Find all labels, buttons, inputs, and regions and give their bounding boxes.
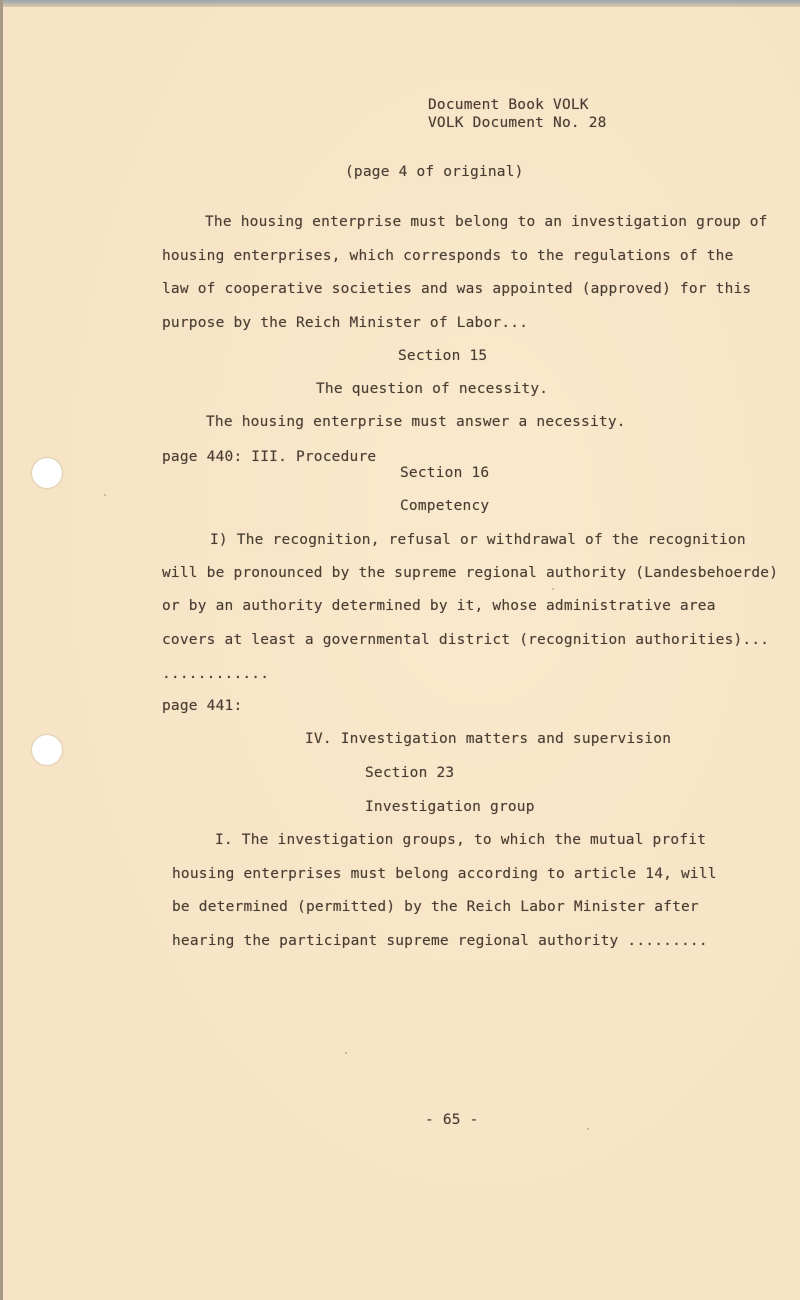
- paragraph-line: law of cooperative societies and was appointed (approved) for this: [162, 281, 752, 297]
- section-heading: Section 15: [398, 348, 488, 364]
- punch-hole-upper: [32, 458, 62, 488]
- paragraph-line: hearing the participant supreme regional authority .........: [172, 933, 708, 949]
- document-number-label: VOLK Document No. 28: [428, 115, 607, 131]
- section-heading: Section 23: [365, 765, 455, 781]
- paper-top-edge: [0, 0, 800, 7]
- paragraph-line: will be pronounced by the supreme regional authority (Landesbehoerde): [162, 565, 779, 581]
- section-title: Competency: [400, 498, 490, 514]
- paragraph-line: The housing enterprise must belong to an investigation group of: [205, 214, 768, 230]
- punch-hole-lower: [32, 735, 62, 765]
- ellipsis-dots: ............: [162, 666, 270, 682]
- paragraph-line: I) The recognition, refusal or withdrawal of the recognition: [210, 532, 746, 548]
- document-book-label: Document Book VOLK: [428, 97, 589, 113]
- paragraph-line: purpose by the Reich Minister of Labor...: [162, 315, 529, 331]
- paragraph-line: The housing enterprise must answer a necessity.: [206, 414, 626, 430]
- paper-speck: [587, 1128, 589, 1130]
- paper-speck: [104, 494, 106, 496]
- paragraph-line: be determined (permitted) by the Reich Labor Minister after: [172, 899, 699, 915]
- paragraph-line: housing enterprises must belong according to article 14, will: [172, 866, 717, 882]
- paragraph-line: or by an authority determined by it, whose administrative area: [162, 598, 716, 614]
- page-marker: page 441:: [162, 698, 243, 714]
- paragraph-line: I. The investigation groups, to which the mutual profit: [215, 832, 707, 848]
- chapter-heading: IV. Investigation matters and supervision: [305, 731, 672, 747]
- section-heading: Section 16: [400, 465, 490, 481]
- section-title: Investigation group: [365, 799, 535, 815]
- paper-speck: [345, 1052, 347, 1054]
- page-marker: page 440: III. Procedure: [162, 449, 377, 465]
- section-title: The question of necessity.: [316, 381, 549, 397]
- original-page-reference: (page 4 of original): [345, 164, 524, 180]
- page-number: - 65 -: [425, 1112, 479, 1128]
- paragraph-line: covers at least a governmental district (recognition authorities)...: [162, 632, 770, 648]
- paper-speck: [552, 588, 554, 590]
- paragraph-line: housing enterprises, which corresponds to the regulations of the: [162, 248, 734, 264]
- paper-left-edge: [0, 0, 3, 1300]
